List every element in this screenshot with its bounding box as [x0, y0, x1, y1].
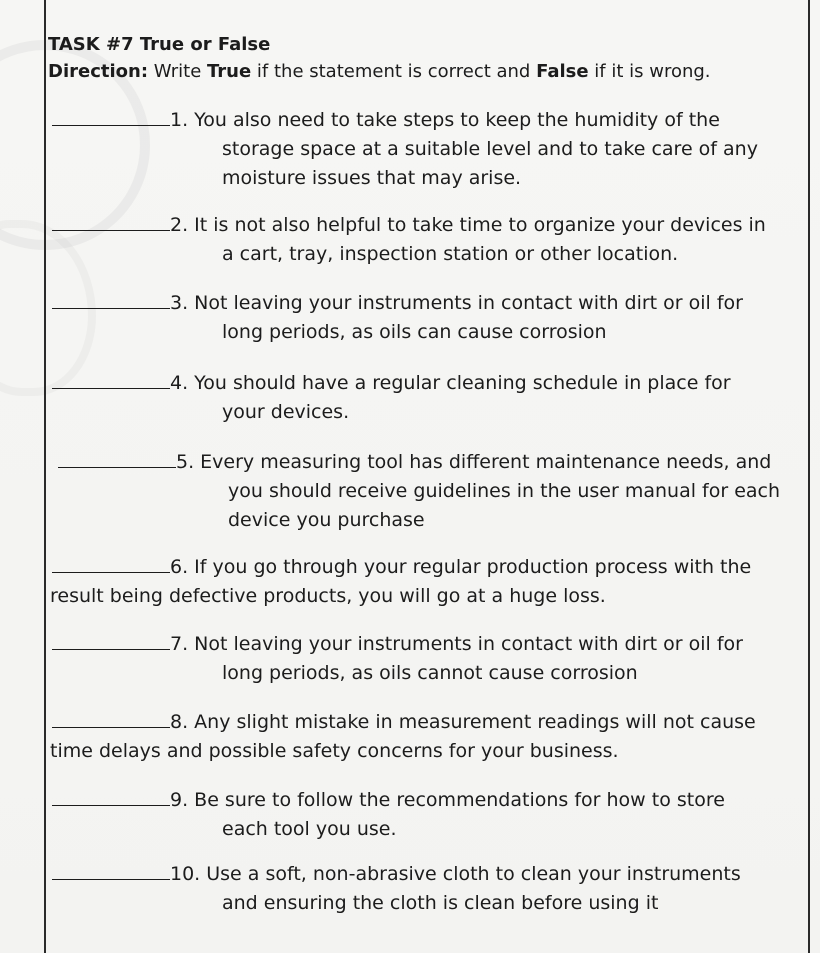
direction-false-keyword: False: [536, 61, 589, 82]
answer-blank-9[interactable]: [52, 787, 170, 806]
direction-label: Direction:: [48, 61, 149, 82]
question-4-line-1: 4. You should have a regular cleaning schedule in place for: [170, 372, 731, 394]
answer-blank-7[interactable]: [52, 631, 170, 650]
question-item-10: [52, 860, 741, 918]
question-item-2: [52, 211, 766, 269]
question-1-line-2: storage space at a suitable level and to take care of any: [222, 138, 758, 160]
answer-blank-2[interactable]: [52, 212, 170, 231]
direction-text-pre: Write: [148, 61, 207, 82]
question-8-line-1: 8. Any slight mistake in measurement readings will not cause: [170, 711, 756, 733]
answer-blank-10[interactable]: [52, 861, 170, 880]
question-9-line-2: each tool you use.: [222, 818, 397, 840]
question-9-line-1: 9. Be sure to follow the recommendations for how to store: [170, 789, 725, 811]
question-item-6: [52, 553, 751, 611]
answer-blank-4[interactable]: [52, 370, 170, 389]
answer-blank-3[interactable]: [52, 290, 170, 309]
question-2-line-2: a cart, tray, inspection station or other location.: [222, 243, 679, 265]
answer-blank-1[interactable]: [52, 107, 170, 126]
answer-blank-8[interactable]: [52, 709, 170, 728]
question-3-line-1: 3. Not leaving your instruments in contact with dirt or oil for: [170, 292, 743, 314]
question-1-line-3: moisture issues that may arise.: [222, 167, 522, 189]
answer-blank-6[interactable]: [52, 554, 170, 573]
question-5-line-3: device you purchase: [228, 509, 425, 531]
question-item-5: [58, 448, 780, 535]
question-10-line-1: 10. Use a soft, non-abrasive cloth to clean your instruments: [170, 863, 741, 885]
question-5-line-2: you should receive guidelines in the user manual for each: [228, 480, 781, 502]
question-1-line-1: 1. You also need to take steps to keep the humidity of the: [170, 109, 720, 131]
question-3-line-2: long periods, as oils can cause corrosion: [222, 321, 607, 343]
question-2-line-1: 2. It is not also helpful to take time to organize your devices in: [170, 214, 766, 236]
question-item-3: [52, 289, 743, 347]
question-item-7: [52, 630, 743, 688]
direction-line: [48, 61, 711, 82]
question-item-4: [52, 369, 731, 427]
direction-true-keyword: True: [207, 61, 252, 82]
question-item-1: [52, 106, 758, 193]
question-7-line-2: long periods, as oils cannot cause corrosion: [222, 662, 638, 684]
question-7-line-1: 7. Not leaving your instruments in contact with dirt or oil for: [170, 633, 743, 655]
direction-text-post: if it is wrong.: [588, 61, 711, 82]
answer-blank-5[interactable]: [58, 449, 176, 468]
question-5-line-1: 5. Every measuring tool has different maintenance needs, and: [176, 451, 772, 473]
direction-text-mid: if the statement is correct and: [251, 61, 537, 82]
question-item-8: [52, 708, 756, 766]
question-8-line-2: time delays and possible safety concerns for your business.: [50, 740, 619, 762]
question-6-line-2: result being defective products, you will go at a huge loss.: [50, 585, 606, 607]
page-border-right: [808, 0, 810, 953]
question-4-line-2: your devices.: [222, 401, 350, 423]
question-item-9: [52, 786, 725, 844]
question-6-line-1: 6. If you go through your regular production process with the: [170, 556, 752, 578]
question-10-line-2: and ensuring the cloth is clean before using it: [222, 892, 659, 914]
page-border-left: [44, 0, 46, 953]
task-title: TASK #7 True or False: [48, 34, 271, 55]
